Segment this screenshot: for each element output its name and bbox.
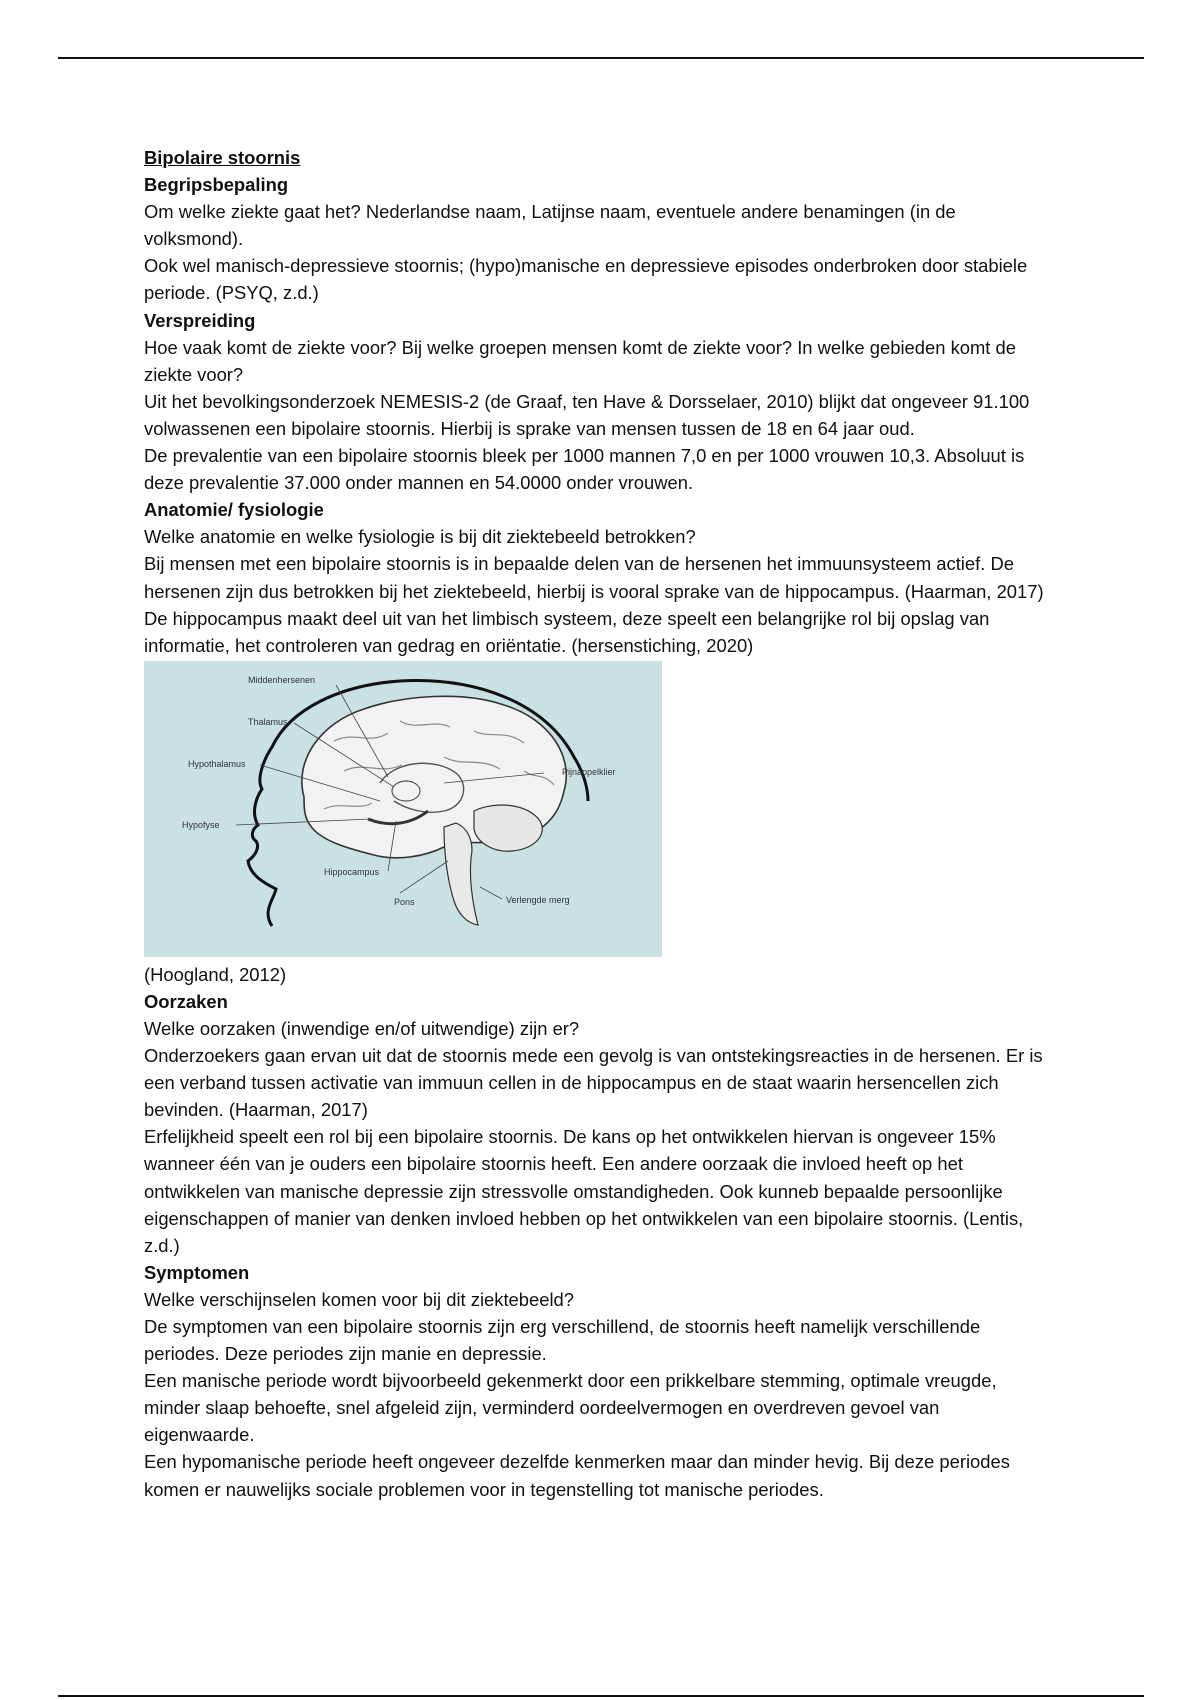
document-title: Bipolaire stoornis [144,147,301,168]
label-hypothalamus: Hypothalamus [188,758,246,769]
oorzaken-paragraph: Onderzoekers gaan ervan uit dat de stoornis mede een gevolg is van ontstekingsreacties in de hersenen. Er is een verband tussen activatie van immuun cellen in de hippocampus en de staat waarin hersencellen zich bevinden. (Haarman, 2017) [144,1045,1043,1121]
verspreiding-question: Hoe vaak komt de ziekte voor? Bij welke groepen mensen komt de ziekte voor? In welke gebieden komt de ziekte voor? [144,336,1016,385]
heading-verspreiding: Verspreiding [144,309,256,331]
verspreiding-paragraph: Uit het bevolkingsonderzoek NEMESIS-2 (de Graaf, ten Have & Dorsselaer, 2010) blijkt dat ongeveer 91.100 volwassenen een bipolaire stoornis. Hierbij is sprake van mensen tussen de 18 en 64 jaar oud. [144,390,1030,439]
header-rule [58,57,1144,59]
label-pijnappelklier: Pijnappelklier [562,766,616,777]
label-verlengde-merg: Verlengde merg [506,894,570,905]
figure-caption: (Hoogland, 2012) [144,963,287,985]
anatomie-paragraph: De hippocampus maakt deel uit van het limbisch systeem, deze speelt een belangrijke rol bij opslag van informatie, het controleren van gedrag en oriëntatie. (hersenstiching, 2020) [144,607,990,656]
oorzaken-paragraph: Erfelijkheid speelt een rol bij een bipolaire stoornis. De kans op het ontwikkelen hiervan is ongeveer 15% wanneer één van je ouders een bipolaire stoornis heeft. Een andere oorzaak die invloed heeft op het ontwikkelen van manische depressie zijn stressvolle omstandigheden. Ook kunneb bepaalde persoonlijke eigenschappen of manier van denken invloed hebben op het ontwikkelen van een bipolaire stoornis. (Lentis, z.d.) [144,1126,1024,1256]
begripsbepaling-question: Om welke ziekte gaat het? Nederlandse naam, Latijnse naam, eventuele andere benamingen (in de volksmond). [144,201,956,250]
oorzaken-question: Welke oorzaken (inwendige en/of uitwendige) zijn er? [144,1017,580,1039]
symptomen-question: Welke verschijnselen komen voor bij dit ziektebeeld? [144,1288,575,1310]
label-pons: Pons [394,896,415,907]
document-body [144,144,1054,1503]
heading-symptomen: Symptomen [144,1261,250,1283]
label-middenhersenen: Middenhersenen [248,674,316,685]
symptomen-paragraph: De symptomen van een bipolaire stoornis zijn erg verschillend, de stoornis heeft namelijk verschillende periodes. Deze periodes zijn manie en depressie. [144,1316,981,1365]
label-thalamus: Thalamus [248,716,288,727]
brain-illustration [144,661,662,957]
label-hippocampus: Hippocampus [324,866,380,877]
symptomen-paragraph: Een hypomanische periode heeft ongeveer dezelfde kenmerken maar dan minder hevig. Bij deze periodes komen er nauwelijks sociale problemen voor in tegenstelling tot manische periodes. [144,1451,1010,1500]
anatomie-question: Welke anatomie en welke fysiologie is bij dit ziektebeeld betrokken? [144,526,696,548]
begripsbepaling-answer: Ook wel manisch-depressieve stoornis; (hypo)manische en depressieve episodes onderbroken door stabiele periode. (PSYQ, z.d.) [144,255,1028,304]
heading-oorzaken: Oorzaken [144,990,228,1012]
brain-anatomy-figure [144,661,662,957]
heading-begripsbepaling: Begripsbepaling [144,174,289,196]
anatomie-paragraph: Bij mensen met een bipolaire stoornis is in bepaalde delen van de hersenen het immuunsysteem actief. De hersenen zijn dus betrokken bij het ziektebeeld, hierbij is vooral sprake van de hippocampus. (Haarman, 2017) [144,553,1044,602]
label-hypofyse: Hypofyse [182,819,220,830]
heading-anatomie: Anatomie/ fysiologie [144,499,324,521]
verspreiding-paragraph: De prevalentie van een bipolaire stoornis bleek per 1000 mannen 7,0 en per 1000 vrouwen 10,3. Absoluut is deze prevalentie 37.000 onder mannen en 54.0000 onder vrouwen. [144,445,1025,494]
symptomen-paragraph: Een manische periode wordt bijvoorbeeld gekenmerkt door een prikkelbare stemming, optimale vreugde, minder slaap behoefte, snel afgeleid zijn, verminderd oordeelvermogen en overdreven gevoel van eigenwaarde. [144,1370,997,1446]
footer-rule [58,1695,1144,1697]
